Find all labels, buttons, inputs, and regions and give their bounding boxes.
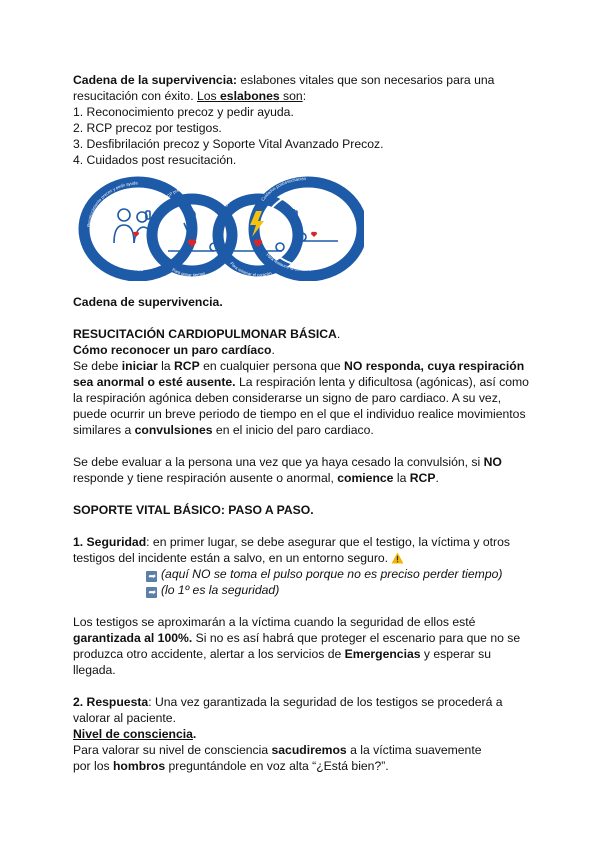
step-2-line: valorar al paciente. <box>73 711 176 725</box>
chain-rings <box>84 182 362 276</box>
list-item: 1. Reconocimiento precoz y pedir ayuda. <box>73 105 294 119</box>
step-1-note-2: ➡ (lo 1º es la seguridad) <box>147 583 280 597</box>
link-4-bottom-label: Para restaurar la calidad de vida <box>265 252 323 273</box>
paragraph-line: Los testigos se aproximarán a la víctima cuando la seguridad de ellos esté <box>73 615 476 629</box>
intro-title: Cadena de la supervivencia: <box>73 73 237 87</box>
figure-caption: Cadena de supervivencia. <box>73 295 223 309</box>
eslabones-phrase: Los eslabones son <box>196 89 303 103</box>
paragraph-line: produzca otro accidente, alertar a los servicios de Emergencias y esperar su <box>73 647 491 661</box>
link-2-top-label: RCP precoz <box>163 185 187 201</box>
paragraph-line: similares a convulsiones en el inicio del paro cardiaco. <box>73 423 374 437</box>
paragraph-line: la respiración agónica deben considerarse un signo de paro cardiaco. A su vez, <box>73 391 502 405</box>
arrow-right-icon: ➡ <box>147 571 156 581</box>
paragraph-line: Se debe evaluar a la persona una vez que ya haya cesado la convulsión, si NO <box>73 455 502 469</box>
step-1-line: testigos del incidente están a salvo, en un entorno seguro. <box>73 550 404 566</box>
paragraph-line: Se debe iniciar la RCP en cualquier persona que NO responda, cuya respiración <box>73 359 525 373</box>
link-1-top-label: Reconocimiento precoz y pedir ayuda <box>85 180 138 228</box>
paragraph-line: sea anormal o esté ausente. La respiración lenta y dificultosa (agónicas), así como <box>73 375 529 389</box>
list-item: 3. Desfibrilación precoz y Soporte Vital Avanzado Precoz. <box>73 137 384 151</box>
step-2-title: 2. Respuesta <box>73 695 149 709</box>
step-1-line: 1. Seguridad: en primer lugar, se debe asegurar que el testigo, la víctima y otros <box>73 535 510 549</box>
paragraph-line: por los hombros preguntándole en voz alta “¿Está bien?”. <box>73 759 389 773</box>
subheading-recognize: Cómo reconocer un paro cardíaco. <box>73 343 275 357</box>
link-1-bottom-label: Para prevenir la parada cardiaca <box>93 239 144 273</box>
list-item: 2. RCP precoz por testigos. <box>73 121 222 135</box>
step-2-line: 2. Respuesta: Una vez garantizada la seguridad de los testigos se procederá a <box>73 695 503 709</box>
heart-icon <box>311 232 317 237</box>
subheading-consciousness: Nivel de consciencia. <box>73 727 197 741</box>
link-3-bottom-label: Para reiniciar el corazón <box>229 260 273 278</box>
link-2-bottom-label: Para ganar tiempo <box>171 267 206 278</box>
warning-icon <box>391 552 404 564</box>
intro-line-1: Cadena de la supervivencia: eslabones vitales que son necesarios para una <box>73 73 495 87</box>
chain-of-survival-image <box>76 171 364 281</box>
paragraph-line: llegada. <box>73 663 116 677</box>
section-heading-rcp: RESUCITACIÓN CARDIOPULMONAR BÁSICA. <box>73 327 341 341</box>
step-1-note-1: ➡ (aquí NO se toma el pulso porque no es preciso perder tiempo) <box>147 567 503 581</box>
intro-line-2: resucitación con éxito. Los eslabones son: <box>73 89 307 103</box>
paragraph-line: garantizada al 100%. Si no es así habrá que proteger el escenario para que no se <box>73 631 521 645</box>
paragraph-line: Para valorar su nivel de consciencia sacudiremos a la víctima suavemente <box>73 743 482 757</box>
section-heading-svb: SOPORTE VITAL BÁSICO: PASO A PASO. <box>73 503 314 517</box>
arrow-right-icon: ➡ <box>147 587 156 597</box>
paragraph-line: responde y tiene respiración ausente o anormal, comience la RCP. <box>73 471 439 485</box>
caller-figure-icon <box>114 209 152 243</box>
link-3-top-label: Desfibrilación precoz <box>223 184 260 208</box>
step-1-title: 1. Seguridad <box>73 535 147 549</box>
paragraph-line: puede ocurrir un breve periodo de tiempo en el que el individuo realice movimientos <box>73 407 526 421</box>
link-4-top-label: Cuidados postresucitación <box>260 175 306 202</box>
list-item: 4. Cuidados post resucitación. <box>73 153 237 167</box>
